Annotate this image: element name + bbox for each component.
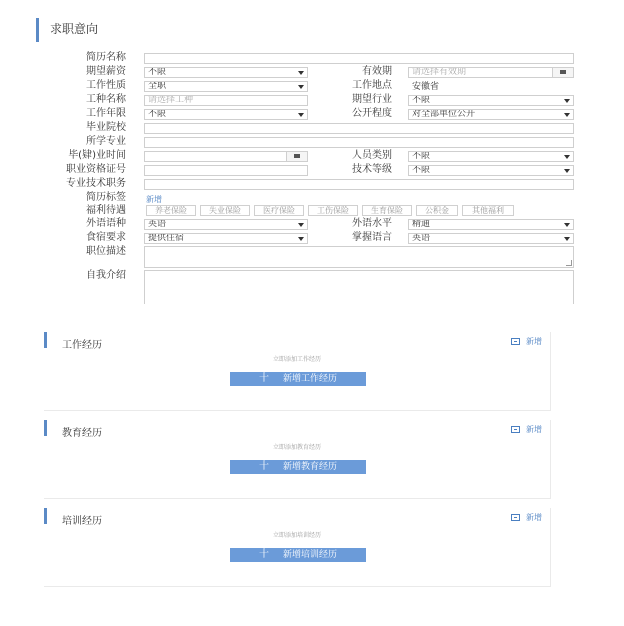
foreign-level-label: 外语水平	[352, 218, 392, 229]
welfare-tag-medical[interactable]: 医疗保险	[254, 205, 304, 216]
job-type-placeholder: 请选择工种	[148, 95, 194, 105]
public-level-value: 对全部单位公开	[412, 109, 476, 119]
section-accent-bar	[36, 18, 39, 42]
add-icon	[511, 514, 520, 521]
major-input[interactable]	[144, 137, 574, 148]
work-years-value: 不限	[148, 109, 167, 119]
welfare-tag-injury[interactable]: 工伤保险	[308, 205, 358, 216]
resume-name-label: 简历名称	[86, 52, 126, 63]
section-accent-bar	[44, 420, 47, 436]
accommodation-value: 提供住宿	[148, 233, 185, 243]
tech-level-label: 技术等级	[352, 164, 392, 175]
training-experience-section	[44, 508, 551, 587]
add-link-label: 新增	[526, 425, 542, 434]
add-training-experience-button[interactable]	[230, 548, 366, 562]
work-years-label: 工作年限	[86, 108, 126, 119]
public-level-select[interactable]	[408, 109, 574, 120]
empty-hint: 立即添加教育经历	[272, 444, 321, 451]
professional-post-input[interactable]	[144, 179, 574, 190]
chevron-down-icon	[298, 85, 304, 89]
add-icon	[511, 338, 520, 345]
chevron-down-icon	[564, 169, 570, 173]
job-type-input[interactable]	[144, 95, 308, 106]
welfare-tag-maternity[interactable]: 生育保险	[362, 205, 412, 216]
mastered-language-value: 英语	[412, 233, 431, 243]
chevron-down-icon	[564, 237, 570, 241]
expected-industry-value: 不限	[412, 95, 431, 105]
chevron-down-icon	[298, 237, 304, 241]
work-location-value: 安徽省	[412, 82, 440, 92]
tech-level-value: 不限	[412, 165, 431, 175]
validity-label: 有效期	[362, 66, 392, 77]
personnel-category-select[interactable]	[408, 151, 574, 162]
section-title: 求职意向	[50, 22, 99, 36]
graduation-time-input[interactable]	[144, 151, 308, 162]
calendar-icon[interactable]	[552, 68, 573, 77]
welfare-tag-housing-fund[interactable]: 公积金	[416, 205, 458, 216]
chevron-down-icon	[298, 223, 304, 227]
add-work-experience-link[interactable]	[511, 336, 542, 347]
graduation-time-label: 毕(肄)业时间	[68, 150, 126, 161]
add-work-experience-button[interactable]	[230, 372, 366, 386]
expected-industry-select[interactable]	[408, 95, 574, 106]
self-intro-textarea[interactable]	[144, 270, 574, 304]
add-link-label: 新增	[526, 513, 542, 522]
section-title: 培训经历	[62, 516, 102, 527]
resize-handle-icon[interactable]	[566, 260, 572, 266]
job-type-label: 工种名称	[86, 94, 126, 105]
foreign-language-select[interactable]	[144, 219, 308, 230]
public-level-label: 公开程度	[352, 108, 392, 119]
chevron-down-icon	[564, 113, 570, 117]
empty-hint: 立即添加培训经历	[272, 532, 321, 539]
add-link-label: 新增	[526, 337, 542, 346]
accommodation-select[interactable]	[144, 233, 308, 244]
professional-post-label: 专业技术职务	[66, 178, 126, 189]
accommodation-label: 食宿要求	[86, 232, 126, 243]
personnel-category-label: 人员类别	[352, 150, 392, 161]
expected-salary-select[interactable]	[144, 67, 308, 78]
resume-name-input[interactable]	[144, 53, 574, 64]
section-title: 教育经历	[62, 428, 102, 439]
section-title: 工作经历	[62, 340, 102, 351]
tech-level-select[interactable]	[408, 165, 574, 176]
chevron-down-icon	[298, 113, 304, 117]
job-description-textarea[interactable]	[144, 246, 574, 268]
self-intro-label: 自我介绍	[86, 270, 126, 281]
welfare-tag-other[interactable]: 其他福利	[462, 205, 514, 216]
plus-icon: 十	[258, 461, 269, 472]
work-experience-section	[44, 332, 551, 411]
welfare-tag-pension[interactable]: 养老保险	[146, 205, 196, 216]
foreign-language-label: 外语语种	[86, 218, 126, 229]
personnel-category-value: 不限	[412, 151, 431, 161]
graduate-school-input[interactable]	[144, 123, 574, 134]
chevron-down-icon	[564, 155, 570, 159]
button-label: 新增工作经历	[282, 374, 337, 384]
foreign-level-select[interactable]	[408, 219, 574, 230]
add-education-experience-button[interactable]	[230, 460, 366, 474]
plus-icon: 十	[258, 549, 269, 560]
qualification-cert-label: 职业资格证号	[66, 164, 126, 175]
chevron-down-icon	[298, 71, 304, 75]
graduate-school-label: 毕业院校	[86, 122, 126, 133]
validity-date-input[interactable]	[408, 67, 574, 78]
calendar-icon[interactable]	[286, 152, 307, 161]
section-accent-bar	[44, 332, 47, 348]
work-location-label: 工作地点	[352, 80, 392, 91]
work-nature-label: 工作性质	[86, 80, 126, 91]
chevron-down-icon	[564, 99, 570, 103]
mastered-language-select[interactable]	[408, 233, 574, 244]
add-icon	[511, 426, 520, 433]
work-nature-value: 全职	[148, 81, 167, 91]
job-intention-panel	[36, 12, 580, 304]
foreign-language-value: 英语	[148, 219, 167, 229]
button-label: 新增教育经历	[282, 462, 337, 472]
add-training-experience-link[interactable]	[511, 512, 542, 523]
expected-industry-label: 期望行业	[352, 94, 392, 105]
resume-tags-label: 简历标签	[86, 192, 126, 203]
button-label: 新增培训经历	[282, 550, 337, 560]
expected-salary-label: 期望薪资	[86, 66, 126, 77]
section-accent-bar	[44, 508, 47, 524]
welfare-label: 福利待遇	[86, 205, 126, 216]
education-experience-section	[44, 420, 551, 499]
empty-hint: 立即添加工作经历	[272, 356, 321, 363]
expected-salary-value: 不限	[148, 67, 167, 77]
job-description-label: 职位描述	[86, 246, 126, 257]
add-tag-link[interactable]: 新增	[146, 195, 162, 204]
validity-placeholder: 请选择有效期	[412, 67, 467, 77]
welfare-tag-unemployment[interactable]: 失业保险	[200, 205, 250, 216]
work-years-select[interactable]	[144, 109, 308, 120]
mastered-language-label: 掌握语言	[352, 232, 392, 243]
add-education-experience-link[interactable]	[511, 424, 542, 435]
major-label: 所学专业	[86, 136, 126, 147]
qualification-cert-input[interactable]	[144, 165, 308, 176]
work-nature-select[interactable]	[144, 81, 308, 92]
plus-icon: 十	[258, 373, 269, 384]
chevron-down-icon	[564, 223, 570, 227]
foreign-level-value: 精通	[412, 219, 431, 229]
